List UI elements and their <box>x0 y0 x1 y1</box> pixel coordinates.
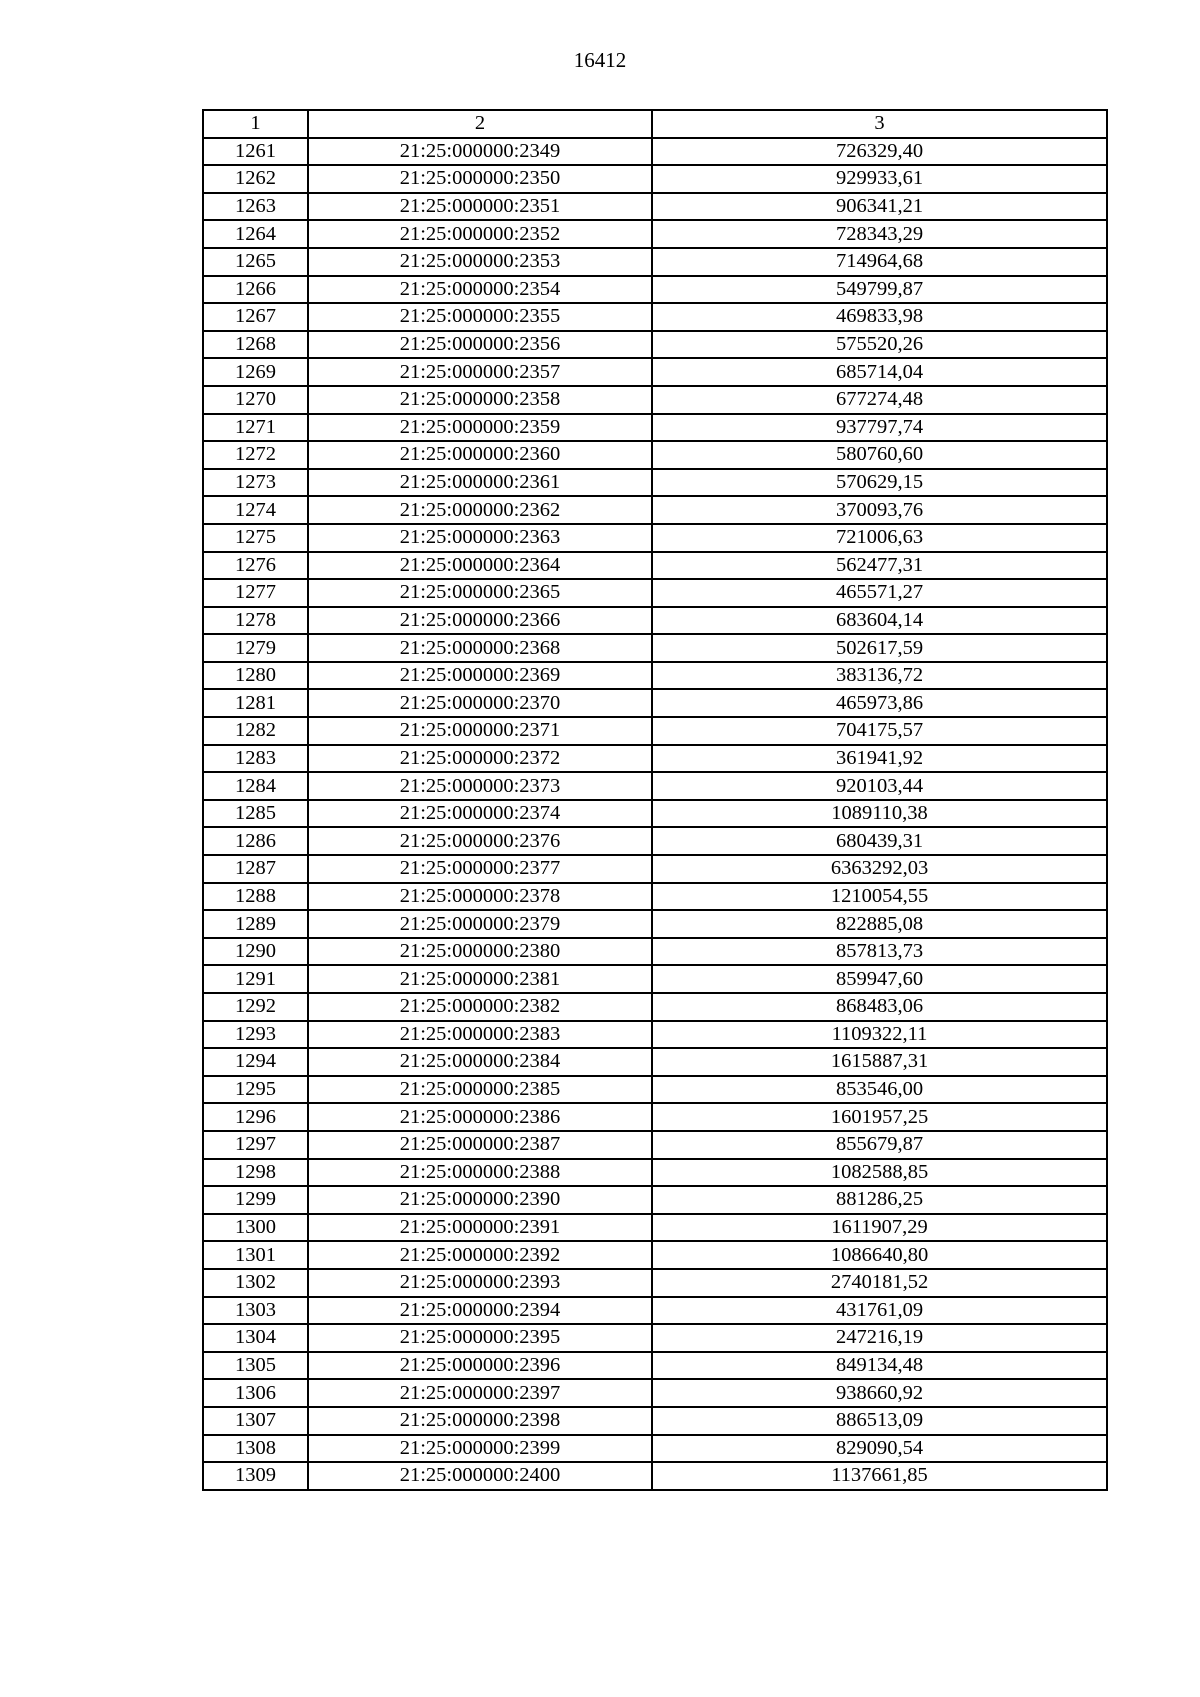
value-cell: 886513,09 <box>652 1407 1107 1435</box>
value-cell: 704175,57 <box>652 717 1107 745</box>
value-cell: 1601957,25 <box>652 1103 1107 1131</box>
row-number-cell: 1285 <box>203 800 308 828</box>
row-number-cell: 1297 <box>203 1131 308 1159</box>
row-number-cell: 1288 <box>203 883 308 911</box>
cadastral-number-cell: 21:25:000000:2370 <box>308 689 652 717</box>
table-row <box>203 1269 1107 1297</box>
row-number-cell: 1306 <box>203 1379 308 1407</box>
value-cell: 247216,19 <box>652 1324 1107 1352</box>
value-cell: 1615887,31 <box>652 1048 1107 1076</box>
cadastral-number-cell: 21:25:000000:2393 <box>308 1269 652 1297</box>
value-cell: 849134,48 <box>652 1352 1107 1380</box>
table-row <box>203 855 1107 883</box>
cadastral-number-cell: 21:25:000000:2387 <box>308 1131 652 1159</box>
table-row <box>203 717 1107 745</box>
row-number-cell: 1295 <box>203 1076 308 1104</box>
value-cell: 859947,60 <box>652 965 1107 993</box>
value-cell: 726329,40 <box>652 138 1107 166</box>
row-number-cell: 1268 <box>203 331 308 359</box>
value-cell: 906341,21 <box>652 193 1107 221</box>
table-row <box>203 1186 1107 1214</box>
table-header-row <box>203 110 1107 138</box>
cadastral-number-cell: 21:25:000000:2362 <box>308 496 652 524</box>
table-body <box>203 138 1107 1490</box>
cadastral-number-cell: 21:25:000000:2371 <box>308 717 652 745</box>
table-row <box>203 469 1107 497</box>
cadastral-number-cell: 21:25:000000:2376 <box>308 827 652 855</box>
table-row <box>203 552 1107 580</box>
row-number-cell: 1271 <box>203 414 308 442</box>
table-row <box>203 827 1107 855</box>
table-row <box>203 1159 1107 1187</box>
row-number-cell: 1289 <box>203 910 308 938</box>
row-number-cell: 1299 <box>203 1186 308 1214</box>
table-row <box>203 386 1107 414</box>
value-cell: 580760,60 <box>652 441 1107 469</box>
table-row <box>203 276 1107 304</box>
cadastral-number-cell: 21:25:000000:2400 <box>308 1462 652 1490</box>
cadastral-number-cell: 21:25:000000:2378 <box>308 883 652 911</box>
table-row <box>203 1214 1107 1242</box>
value-cell: 680439,31 <box>652 827 1107 855</box>
row-number-cell: 1270 <box>203 386 308 414</box>
value-cell: 465571,27 <box>652 579 1107 607</box>
row-number-cell: 1303 <box>203 1297 308 1325</box>
value-cell: 431761,09 <box>652 1297 1107 1325</box>
table-row <box>203 607 1107 635</box>
table-row <box>203 745 1107 773</box>
value-cell: 721006,63 <box>652 524 1107 552</box>
cadastral-number-cell: 21:25:000000:2386 <box>308 1103 652 1131</box>
header-cell-col-1: 1 <box>203 110 308 138</box>
value-cell: 1089110,38 <box>652 800 1107 828</box>
row-number-cell: 1300 <box>203 1214 308 1242</box>
table-row <box>203 414 1107 442</box>
row-number-cell: 1293 <box>203 1021 308 1049</box>
row-number-cell: 1298 <box>203 1159 308 1187</box>
table-row <box>203 993 1107 1021</box>
value-cell: 829090,54 <box>652 1435 1107 1463</box>
value-cell: 570629,15 <box>652 469 1107 497</box>
table-row <box>203 220 1107 248</box>
cadastral-number-cell: 21:25:000000:2374 <box>308 800 652 828</box>
table-row <box>203 331 1107 359</box>
row-number-cell: 1269 <box>203 358 308 386</box>
table-row <box>203 138 1107 166</box>
table-row <box>203 496 1107 524</box>
table-row <box>203 1462 1107 1490</box>
value-cell: 469833,98 <box>652 303 1107 331</box>
table-row <box>203 1241 1107 1269</box>
cadastral-number-cell: 21:25:000000:2351 <box>308 193 652 221</box>
table-row <box>203 938 1107 966</box>
table-row <box>203 1407 1107 1435</box>
cadastral-number-cell: 21:25:000000:2382 <box>308 993 652 1021</box>
value-cell: 677274,48 <box>652 386 1107 414</box>
row-number-cell: 1309 <box>203 1462 308 1490</box>
cadastral-number-cell: 21:25:000000:2395 <box>308 1324 652 1352</box>
cadastral-number-cell: 21:25:000000:2358 <box>308 386 652 414</box>
cadastral-number-cell: 21:25:000000:2394 <box>308 1297 652 1325</box>
cadastral-number-cell: 21:25:000000:2366 <box>308 607 652 635</box>
table-row <box>203 524 1107 552</box>
cadastral-number-cell: 21:25:000000:2385 <box>308 1076 652 1104</box>
cadastral-number-cell: 21:25:000000:2361 <box>308 469 652 497</box>
row-number-cell: 1290 <box>203 938 308 966</box>
cadastral-number-cell: 21:25:000000:2354 <box>308 276 652 304</box>
row-number-cell: 1305 <box>203 1352 308 1380</box>
table-row <box>203 662 1107 690</box>
row-number-cell: 1296 <box>203 1103 308 1131</box>
value-cell: 549799,87 <box>652 276 1107 304</box>
table-row <box>203 1324 1107 1352</box>
row-number-cell: 1304 <box>203 1324 308 1352</box>
value-cell: 881286,25 <box>652 1186 1107 1214</box>
value-cell: 465973,86 <box>652 689 1107 717</box>
cadastral-number-cell: 21:25:000000:2383 <box>308 1021 652 1049</box>
value-cell: 855679,87 <box>652 1131 1107 1159</box>
table-row <box>203 1048 1107 1076</box>
page-number: 16412 <box>573 48 627 72</box>
value-cell: 2740181,52 <box>652 1269 1107 1297</box>
cadastral-number-cell: 21:25:000000:2391 <box>308 1214 652 1242</box>
value-cell: 6363292,03 <box>652 855 1107 883</box>
value-cell: 937797,74 <box>652 414 1107 442</box>
row-number-cell: 1283 <box>203 745 308 773</box>
row-number-cell: 1282 <box>203 717 308 745</box>
cadastral-number-cell: 21:25:000000:2353 <box>308 248 652 276</box>
row-number-cell: 1302 <box>203 1269 308 1297</box>
row-number-cell: 1265 <box>203 248 308 276</box>
cadastral-number-cell: 21:25:000000:2357 <box>308 358 652 386</box>
header-cell-col-2: 2 <box>308 110 652 138</box>
row-number-cell: 1280 <box>203 662 308 690</box>
table-row <box>203 965 1107 993</box>
data-table <box>202 109 1108 1491</box>
value-cell: 1082588,85 <box>652 1159 1107 1187</box>
row-number-cell: 1263 <box>203 193 308 221</box>
value-cell: 1137661,85 <box>652 1462 1107 1490</box>
cadastral-number-cell: 21:25:000000:2388 <box>308 1159 652 1187</box>
table-row <box>203 883 1107 911</box>
cadastral-number-cell: 21:25:000000:2392 <box>308 1241 652 1269</box>
value-cell: 502617,59 <box>652 634 1107 662</box>
cadastral-number-cell: 21:25:000000:2364 <box>308 552 652 580</box>
row-number-cell: 1261 <box>203 138 308 166</box>
row-number-cell: 1267 <box>203 303 308 331</box>
value-cell: 575520,26 <box>652 331 1107 359</box>
table-row <box>203 910 1107 938</box>
value-cell: 857813,73 <box>652 938 1107 966</box>
row-number-cell: 1287 <box>203 855 308 883</box>
cadastral-number-cell: 21:25:000000:2381 <box>308 965 652 993</box>
cadastral-number-cell: 21:25:000000:2380 <box>308 938 652 966</box>
table-row <box>203 441 1107 469</box>
cadastral-number-cell: 21:25:000000:2356 <box>308 331 652 359</box>
table-row <box>203 772 1107 800</box>
row-number-cell: 1301 <box>203 1241 308 1269</box>
cadastral-number-cell: 21:25:000000:2355 <box>308 303 652 331</box>
table-row <box>203 248 1107 276</box>
table-row <box>203 193 1107 221</box>
row-number-cell: 1307 <box>203 1407 308 1435</box>
table-row <box>203 634 1107 662</box>
value-cell: 562477,31 <box>652 552 1107 580</box>
table-row <box>203 579 1107 607</box>
cadastral-number-cell: 21:25:000000:2377 <box>308 855 652 883</box>
value-cell: 938660,92 <box>652 1379 1107 1407</box>
table-row <box>203 1352 1107 1380</box>
value-cell: 929933,61 <box>652 165 1107 193</box>
value-cell: 1086640,80 <box>652 1241 1107 1269</box>
cadastral-number-cell: 21:25:000000:2399 <box>308 1435 652 1463</box>
value-cell: 683604,14 <box>652 607 1107 635</box>
value-cell: 685714,04 <box>652 358 1107 386</box>
row-number-cell: 1266 <box>203 276 308 304</box>
cadastral-number-cell: 21:25:000000:2349 <box>308 138 652 166</box>
value-cell: 1109322,11 <box>652 1021 1107 1049</box>
table-row <box>203 358 1107 386</box>
cadastral-number-cell: 21:25:000000:2397 <box>308 1379 652 1407</box>
table-row <box>203 1076 1107 1104</box>
table-row <box>203 1297 1107 1325</box>
cadastral-number-cell: 21:25:000000:2390 <box>308 1186 652 1214</box>
row-number-cell: 1272 <box>203 441 308 469</box>
cadastral-number-cell: 21:25:000000:2368 <box>308 634 652 662</box>
table-row <box>203 689 1107 717</box>
table-row <box>203 1021 1107 1049</box>
cadastral-number-cell: 21:25:000000:2365 <box>308 579 652 607</box>
row-number-cell: 1291 <box>203 965 308 993</box>
row-number-cell: 1292 <box>203 993 308 1021</box>
row-number-cell: 1308 <box>203 1435 308 1463</box>
table-row <box>203 1103 1107 1131</box>
table-row <box>203 800 1107 828</box>
cadastral-number-cell: 21:25:000000:2398 <box>308 1407 652 1435</box>
row-number-cell: 1284 <box>203 772 308 800</box>
table-row <box>203 165 1107 193</box>
row-number-cell: 1264 <box>203 220 308 248</box>
row-number-cell: 1278 <box>203 607 308 635</box>
row-number-cell: 1277 <box>203 579 308 607</box>
value-cell: 383136,72 <box>652 662 1107 690</box>
row-number-cell: 1286 <box>203 827 308 855</box>
row-number-cell: 1262 <box>203 165 308 193</box>
row-number-cell: 1279 <box>203 634 308 662</box>
row-number-cell: 1276 <box>203 552 308 580</box>
cadastral-number-cell: 21:25:000000:2369 <box>308 662 652 690</box>
row-number-cell: 1281 <box>203 689 308 717</box>
row-number-cell: 1274 <box>203 496 308 524</box>
value-cell: 1210054,55 <box>652 883 1107 911</box>
cadastral-number-cell: 21:25:000000:2352 <box>308 220 652 248</box>
row-number-cell: 1273 <box>203 469 308 497</box>
cadastral-number-cell: 21:25:000000:2379 <box>308 910 652 938</box>
table-row <box>203 303 1107 331</box>
value-cell: 370093,76 <box>652 496 1107 524</box>
value-cell: 868483,06 <box>652 993 1107 1021</box>
row-number-cell: 1275 <box>203 524 308 552</box>
cadastral-number-cell: 21:25:000000:2373 <box>308 772 652 800</box>
value-cell: 1611907,29 <box>652 1214 1107 1242</box>
value-cell: 361941,92 <box>652 745 1107 773</box>
cadastral-number-cell: 21:25:000000:2359 <box>308 414 652 442</box>
table-row <box>203 1435 1107 1463</box>
cadastral-number-cell: 21:25:000000:2360 <box>308 441 652 469</box>
table-row <box>203 1131 1107 1159</box>
value-cell: 853546,00 <box>652 1076 1107 1104</box>
header-cell-col-3: 3 <box>652 110 1107 138</box>
cadastral-number-cell: 21:25:000000:2350 <box>308 165 652 193</box>
cadastral-number-cell: 21:25:000000:2396 <box>308 1352 652 1380</box>
cadastral-number-cell: 21:25:000000:2384 <box>308 1048 652 1076</box>
value-cell: 822885,08 <box>652 910 1107 938</box>
value-cell: 920103,44 <box>652 772 1107 800</box>
row-number-cell: 1294 <box>203 1048 308 1076</box>
cadastral-number-cell: 21:25:000000:2363 <box>308 524 652 552</box>
cadastral-number-cell: 21:25:000000:2372 <box>308 745 652 773</box>
value-cell: 714964,68 <box>652 248 1107 276</box>
table-row <box>203 1379 1107 1407</box>
value-cell: 728343,29 <box>652 220 1107 248</box>
